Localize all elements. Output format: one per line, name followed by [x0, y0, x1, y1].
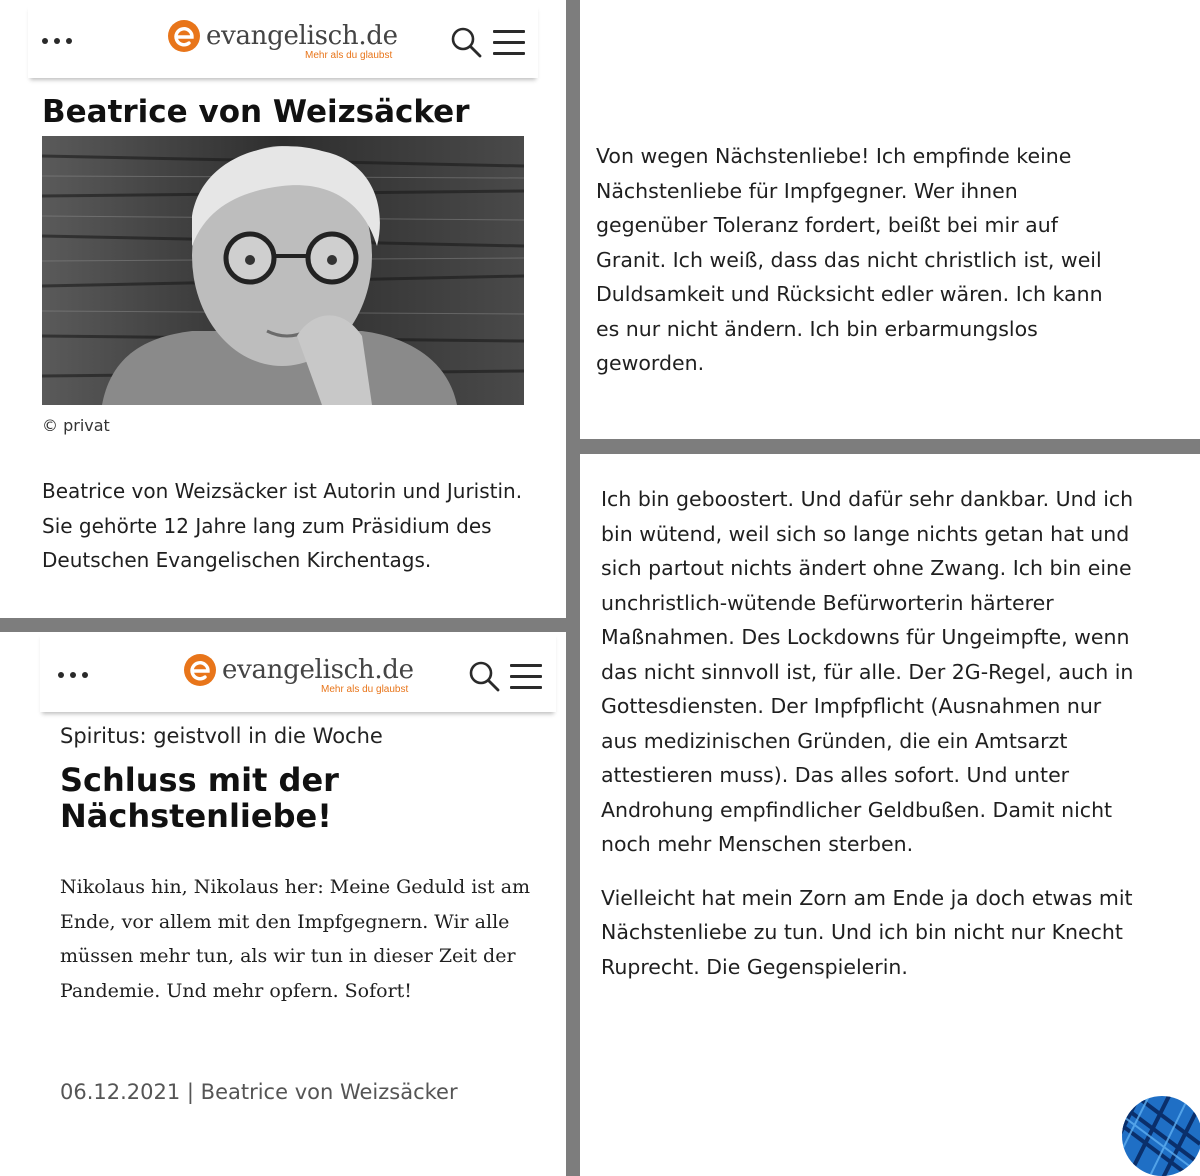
- excerpt-top-text: [596, 139, 1116, 400]
- brand-tagline: Mehr als du glaubst: [321, 684, 409, 695]
- article-meta: 06.12.2021 | Beatrice von Weizsäcker: [60, 1080, 458, 1104]
- site-header: [28, 4, 538, 78]
- excerpt-bottom-panel: [580, 454, 1200, 1176]
- excerpt-bottom-paragraph-2: Vielleicht hat mein Zorn am Ende ja doch etwas mit Nächstenliebe zu tun. Und ich bin nicht nur Knecht Ruprecht. Die Gegenspielerin.: [601, 885, 1133, 979]
- search-icon[interactable]: [468, 660, 500, 692]
- brand-name: evangelisch.de: [222, 655, 414, 685]
- excerpt-top-paragraph: Von wegen Nächstenliebe! Ich empfinde keine Nächstenliebe für Impfgegner. Wer ihnen gegenüber Toleranz fordert, beißt bei mir auf Granit. Ich weiß, dass das nicht christlich ist, weil Duldsamkeit und Rücksicht edler wären. Ich kann es nur nicht ändern. Ich bin erbarmungslos geworden.: [596, 144, 1103, 375]
- article-lead: Nikolaus hin, Nikolaus her: Meine Geduld ist am Ende, vor allem mit den Impfgegnern. Wir alle müssen mehr tun, als wir tun in dieser Zeit der Pandemie. Und mehr opfern. Sofort!: [60, 876, 531, 1002]
- hamburger-menu-icon[interactable]: [493, 30, 525, 56]
- brand-tagline: Mehr als du glaubst: [305, 50, 393, 61]
- more-dots-icon[interactable]: [42, 38, 72, 44]
- excerpt-bottom-paragraph-1: Ich bin geboostert. Und dafür sehr dankbar. Und ich bin wütend, weil sich so lange nichts getan hat und sich partout nichts ändert ohne Zwang. Ich bin eine unchristlich-wütende Befürworterin härterer Maßnahmen. Des Lockdowns für Ungeimpfte, wenn das nicht sinnvoll ist, für alle. Der 2G-Regel, auch in Gottesdiensten. Der Impfpflicht (Ausnahmen nur aus medizinischen Gründen, die ein Amtsarzt attestieren muss). Das alles sofort. Und unter Androhung empfindlicher Geldbußen. Damit nicht noch mehr Menschen sterben.: [601, 487, 1134, 856]
- hamburger-menu-icon[interactable]: [510, 664, 542, 690]
- excerpt-bottom-text: [601, 482, 1141, 1003]
- logo-e-icon: [184, 654, 216, 686]
- photo-credit: © privat: [42, 416, 110, 435]
- article-title: Schluss mit der Nächstenliebe!: [60, 761, 339, 835]
- more-dots-icon[interactable]: [58, 672, 88, 678]
- author-photo: [42, 136, 524, 405]
- excerpt-top-panel: [580, 0, 1200, 439]
- article-kicker: Spiritus: geistvoll in die Woche: [60, 724, 383, 748]
- corner-badge-icon: [1120, 1094, 1200, 1176]
- logo-e-icon: [168, 20, 200, 52]
- profile-name: Beatrice von Weizsäcker: [42, 94, 470, 130]
- author-bio: Beatrice von Weizsäcker ist Autorin und Juristin. Sie gehörte 12 Jahre lang zum Präsidium des Deutschen Evangelischen Kirchentags.: [42, 479, 523, 572]
- site-logo[interactable]: [184, 654, 414, 686]
- profile-panel: [0, 0, 566, 618]
- search-icon[interactable]: [450, 26, 482, 58]
- brand-name: evangelisch.de: [206, 21, 398, 51]
- site-logo[interactable]: [168, 20, 398, 52]
- site-header: [40, 632, 556, 712]
